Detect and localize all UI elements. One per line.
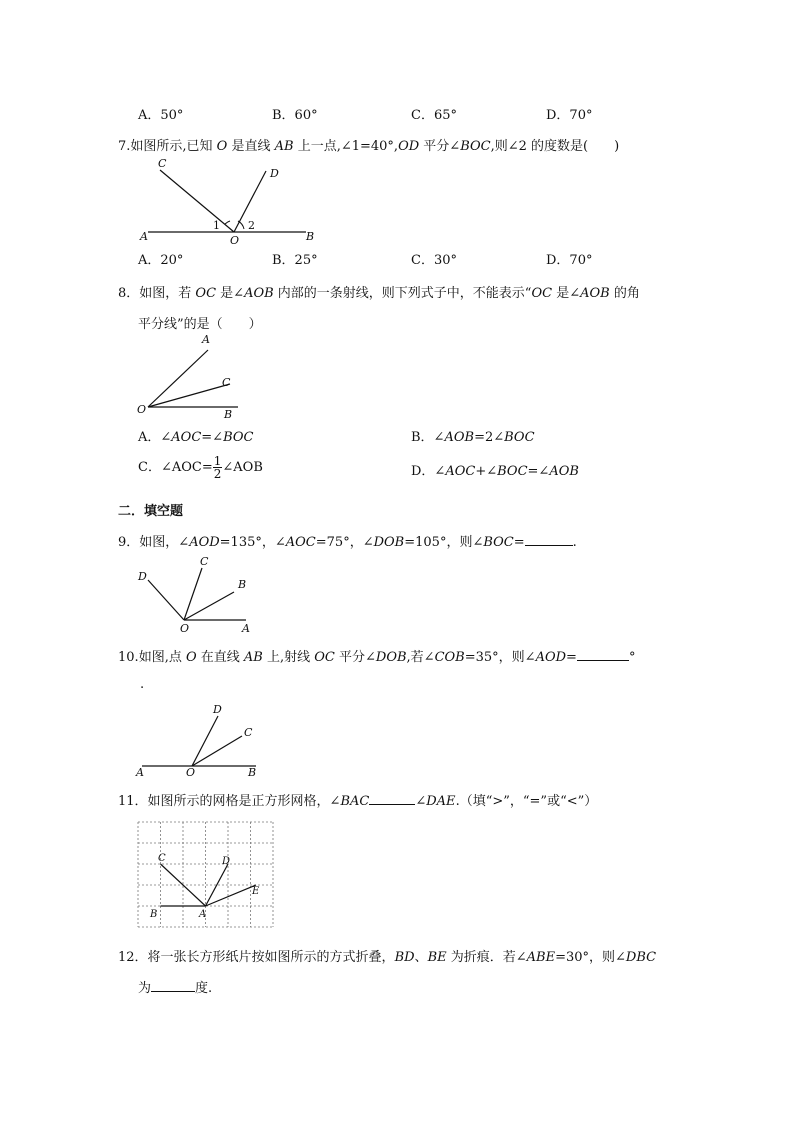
q10-label-d: D — [213, 703, 222, 716]
q7-label-b: B — [306, 230, 315, 243]
q8-label-a: A — [202, 333, 210, 346]
section-heading-fill-in: 二．填空题 — [118, 504, 184, 519]
q7-label-c: C — [158, 157, 167, 170]
q9-label-d: D — [138, 570, 147, 583]
q7-option-a: A．20° — [138, 253, 184, 268]
q8-option-c: C．∠AOC= $\frac{1}{2}$ ∠AOB — [138, 454, 263, 481]
q7-label-a: A — [140, 230, 148, 243]
q12-stem-line1: 12．将一张长方形纸片按如图所示的方式折叠，BD、BE 为折痕．若∠ABE=30°，则∠DBC — [118, 950, 657, 965]
q10-label-a: A — [136, 766, 144, 779]
q7-label-d: D — [270, 167, 279, 180]
q6-option-a: A．50° — [138, 108, 184, 123]
q10-label-c: C — [244, 726, 253, 739]
q8-label-o: O — [137, 403, 147, 416]
q6-option-b: B．60° — [272, 108, 318, 123]
q6-option-d: D．70° — [546, 108, 593, 123]
q9-ray-ob — [184, 592, 234, 620]
q10-stem: 10.如图,点 O 在直线 AB 上,射线 OC 平分∠DOB,若∠COB=35°，则∠AOD= ° — [118, 650, 636, 665]
q10-answer-blank[interactable] — [577, 648, 629, 661]
q12-stem-line2: 为 度. — [138, 981, 213, 996]
q8-figure — [130, 330, 250, 422]
q11-answer-blank[interactable] — [369, 792, 415, 805]
q7-label-o: O — [230, 234, 240, 247]
q9-stem: 9．如图，∠AOD=135°，∠AOC=75°，∠DOB=105°，则∠BOC= . — [118, 535, 577, 550]
q7-angle1-arc — [225, 221, 230, 224]
q9-figure — [130, 552, 260, 636]
q11-segment-ad — [206, 864, 229, 906]
q6-option-c: C．65° — [411, 108, 457, 123]
q9-answer-blank[interactable] — [525, 533, 573, 546]
q9-ray-oc — [184, 568, 202, 620]
q7-option-c: C．30° — [411, 253, 457, 268]
q8-label-c: C — [222, 376, 231, 389]
q8-label-b: B — [224, 408, 233, 421]
q11-stem: 11．如图所示的网格是正方形网格，∠BAC ∠DAE.（填“>”，“=”或“<”） — [118, 794, 598, 809]
q7-label-1: 1 — [213, 219, 220, 232]
q11-segment-ae — [206, 885, 257, 906]
q11-label-b: B — [150, 909, 158, 920]
q9-label-b: B — [238, 578, 247, 591]
q8-option-d: D．∠AOC+∠BOC=∠AOB — [411, 464, 579, 479]
q7-figure — [130, 155, 330, 247]
q7-option-b: B．25° — [272, 253, 318, 268]
q8-stem-line2: 平分线”的是（ ） — [138, 317, 262, 332]
q10-figure — [130, 700, 265, 780]
q8-stem-line1: 8．如图，若 OC 是∠AOB 内部的一条射线，则下列式子中，不能表示“OC 是∠AOB 的角 — [118, 286, 640, 301]
q12-answer-blank[interactable] — [151, 979, 195, 992]
q9-label-c: C — [200, 555, 209, 568]
q11-label-e: E — [252, 886, 260, 897]
q8-option-b: B．∠AOB=2∠BOC — [411, 430, 535, 445]
q11-label-a: A — [199, 909, 207, 920]
q11-grid-figure — [136, 820, 276, 930]
q7-option-d: D．70° — [546, 253, 593, 268]
q10-label-o: O — [186, 766, 196, 779]
q10-stem-line2: . — [140, 677, 145, 692]
q9-ray-od — [148, 580, 184, 620]
q7-label-2: 2 — [248, 219, 255, 232]
q7-ray-oc — [160, 170, 234, 232]
q9-label-o: O — [180, 622, 190, 635]
fraction-one-half: $\frac{1}{2}$ — [213, 454, 222, 481]
q7-stem: 7.如图所示,已知 O 是直线 AB 上一点,∠1=40°,OD 平分∠BOC,则∠2 的度数是( ) — [118, 139, 620, 154]
q11-label-d: D — [222, 856, 231, 867]
q10-label-b: B — [248, 766, 257, 779]
q8-option-a: A．∠AOC=∠BOC — [138, 430, 254, 445]
q11-label-c: C — [158, 853, 166, 864]
q9-label-a: A — [242, 622, 250, 635]
